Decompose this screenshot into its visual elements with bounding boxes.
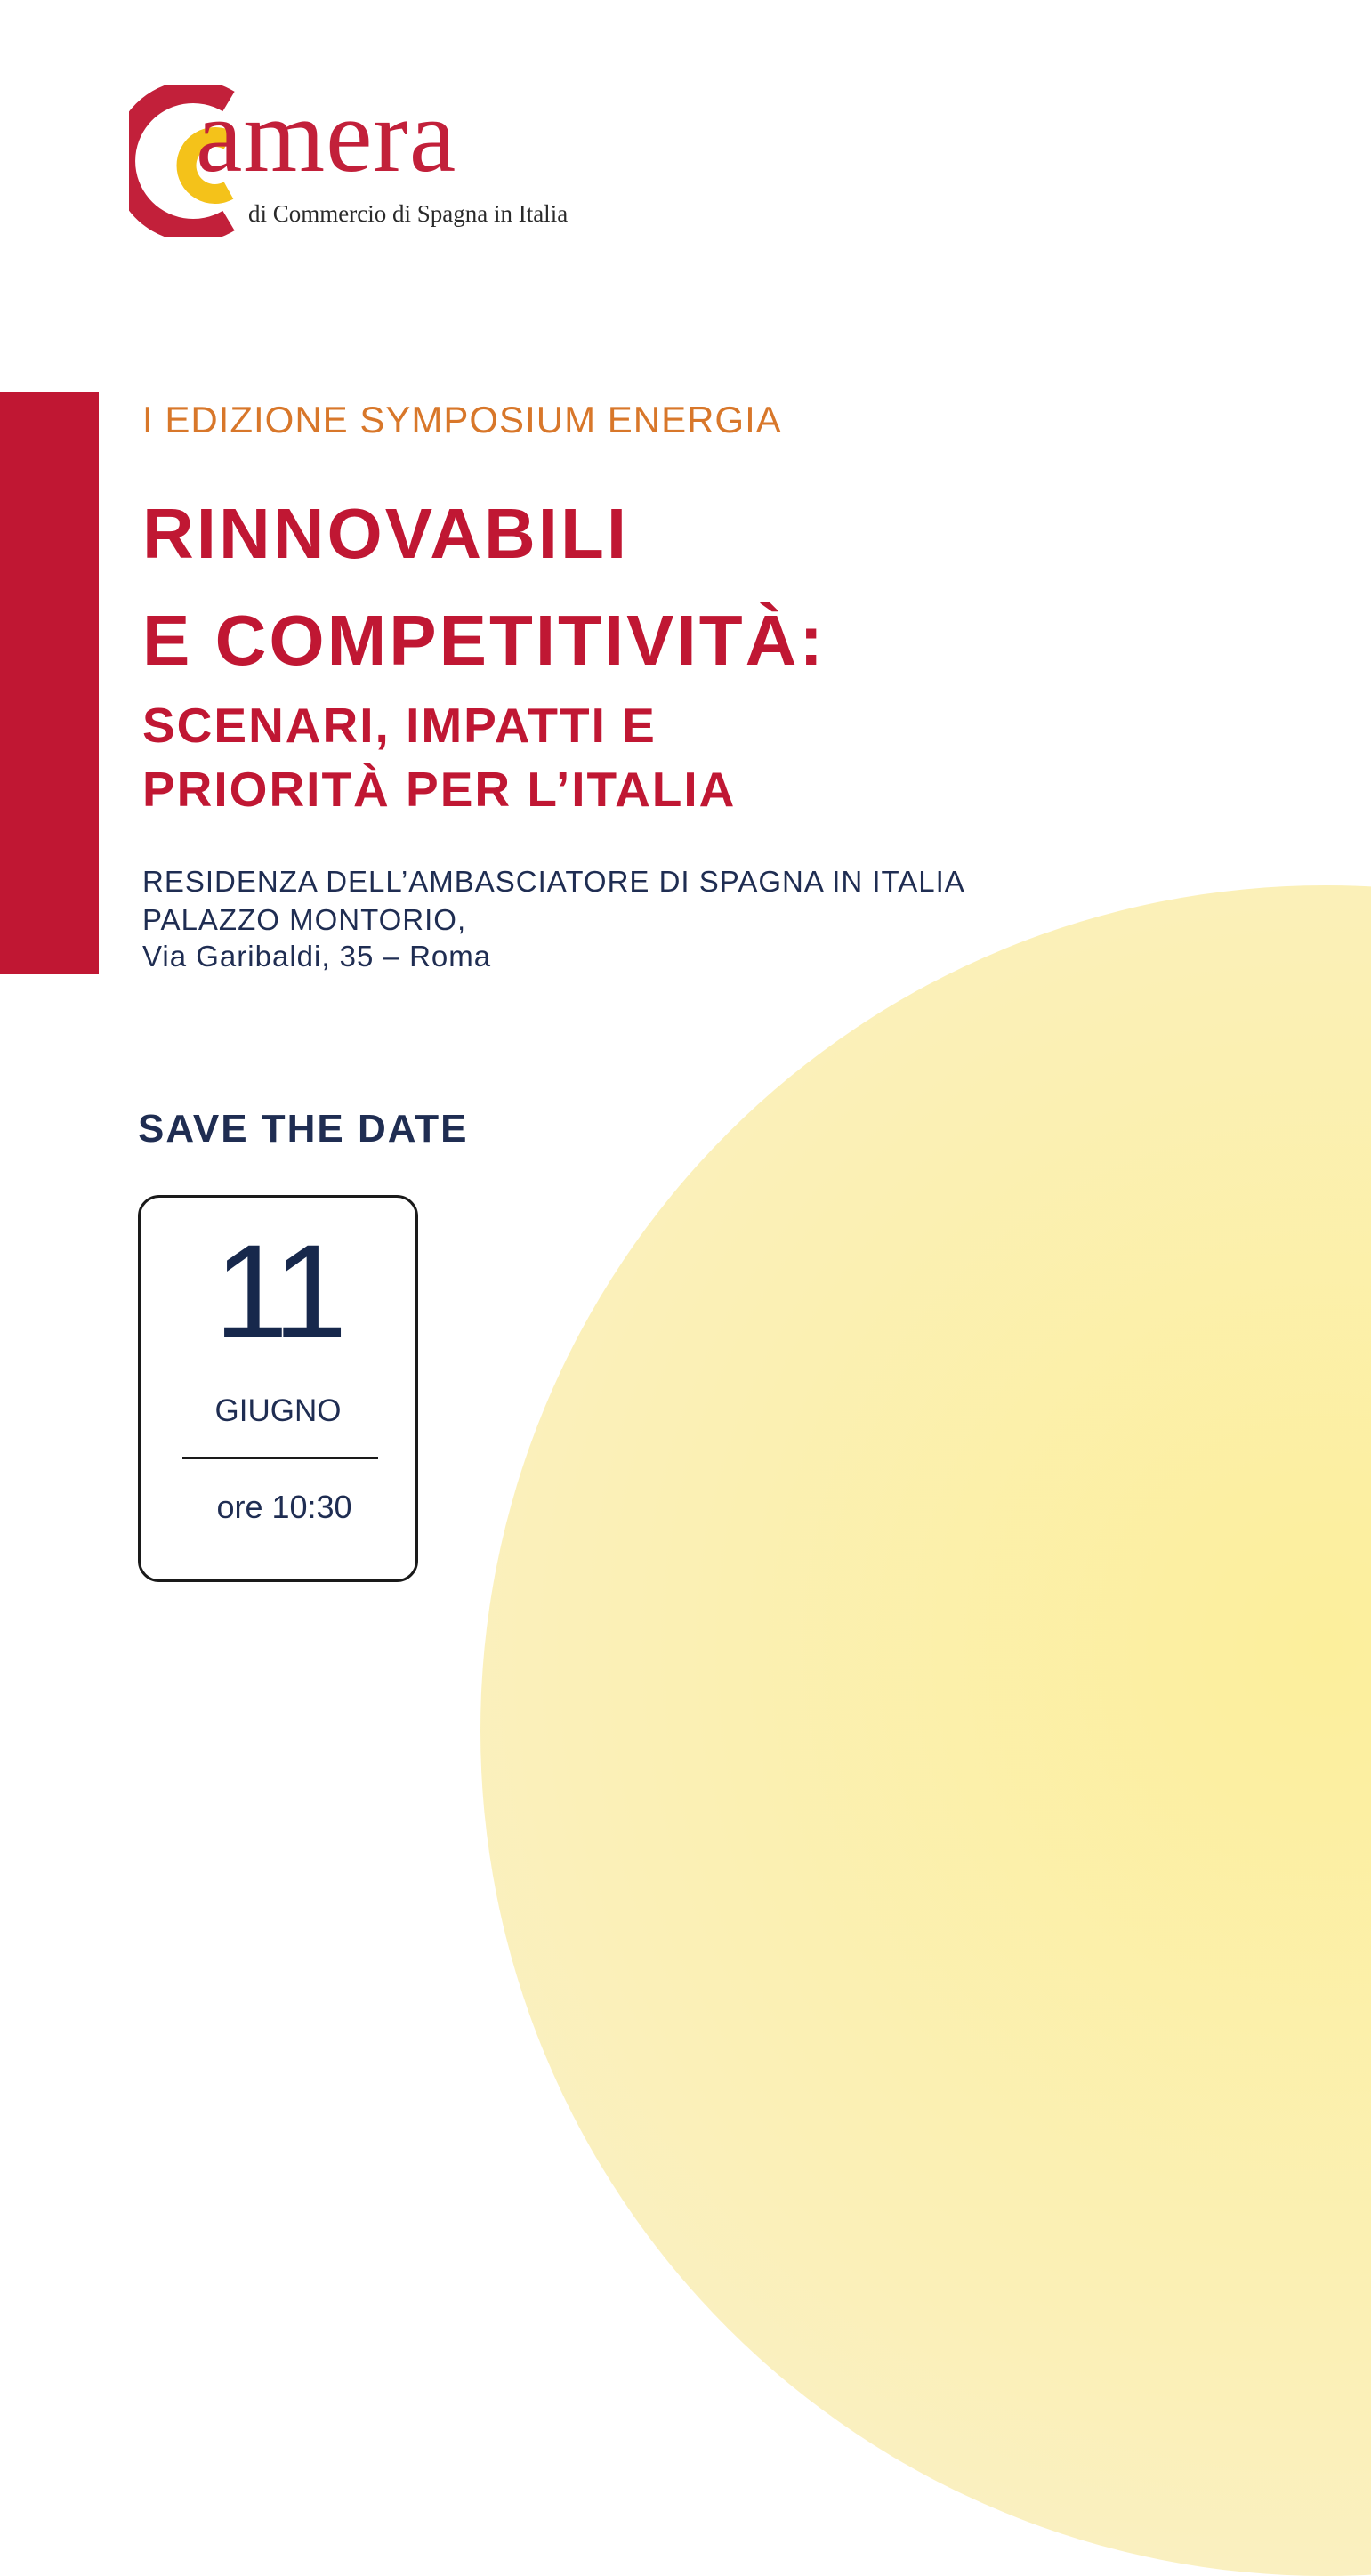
event-title-line-1: RINNOVABILI — [142, 494, 630, 573]
event-edition: I EDIZIONE SYMPOSIUM ENERGIA — [142, 399, 782, 440]
decorative-yellow-circle — [480, 885, 1371, 2576]
event-title-line-2: E COMPETITIVITÀ: — [142, 601, 826, 680]
date-time: ore 10:30 — [216, 1489, 352, 1525]
save-the-date-heading: SAVE THE DATE — [138, 1107, 469, 1151]
venue-line-3: Via Garibaldi, 35 – Roma — [142, 940, 492, 973]
date-month: GIUGNO — [214, 1393, 342, 1428]
venue-line-2: PALAZZO MONTORIO, — [142, 903, 467, 936]
logo-subtitle: di Commercio di Spagna in Italia — [248, 200, 569, 227]
logo-wordmark: amera — [196, 77, 457, 194]
venue-line-1: RESIDENZA DELL’AMBASCIATORE DI SPAGNA IN ITALIA — [142, 865, 965, 898]
camera-logo — [129, 77, 663, 237]
date-card — [138, 1195, 418, 1582]
event-subtitle-line-2: PRIORITÀ PER L’ITALIA — [142, 762, 737, 817]
date-divider — [182, 1457, 378, 1459]
accent-red-bar — [0, 392, 99, 974]
event-subtitle-line-1: SCENARI, IMPATTI E — [142, 698, 657, 753]
date-day: 11 — [214, 1216, 343, 1366]
